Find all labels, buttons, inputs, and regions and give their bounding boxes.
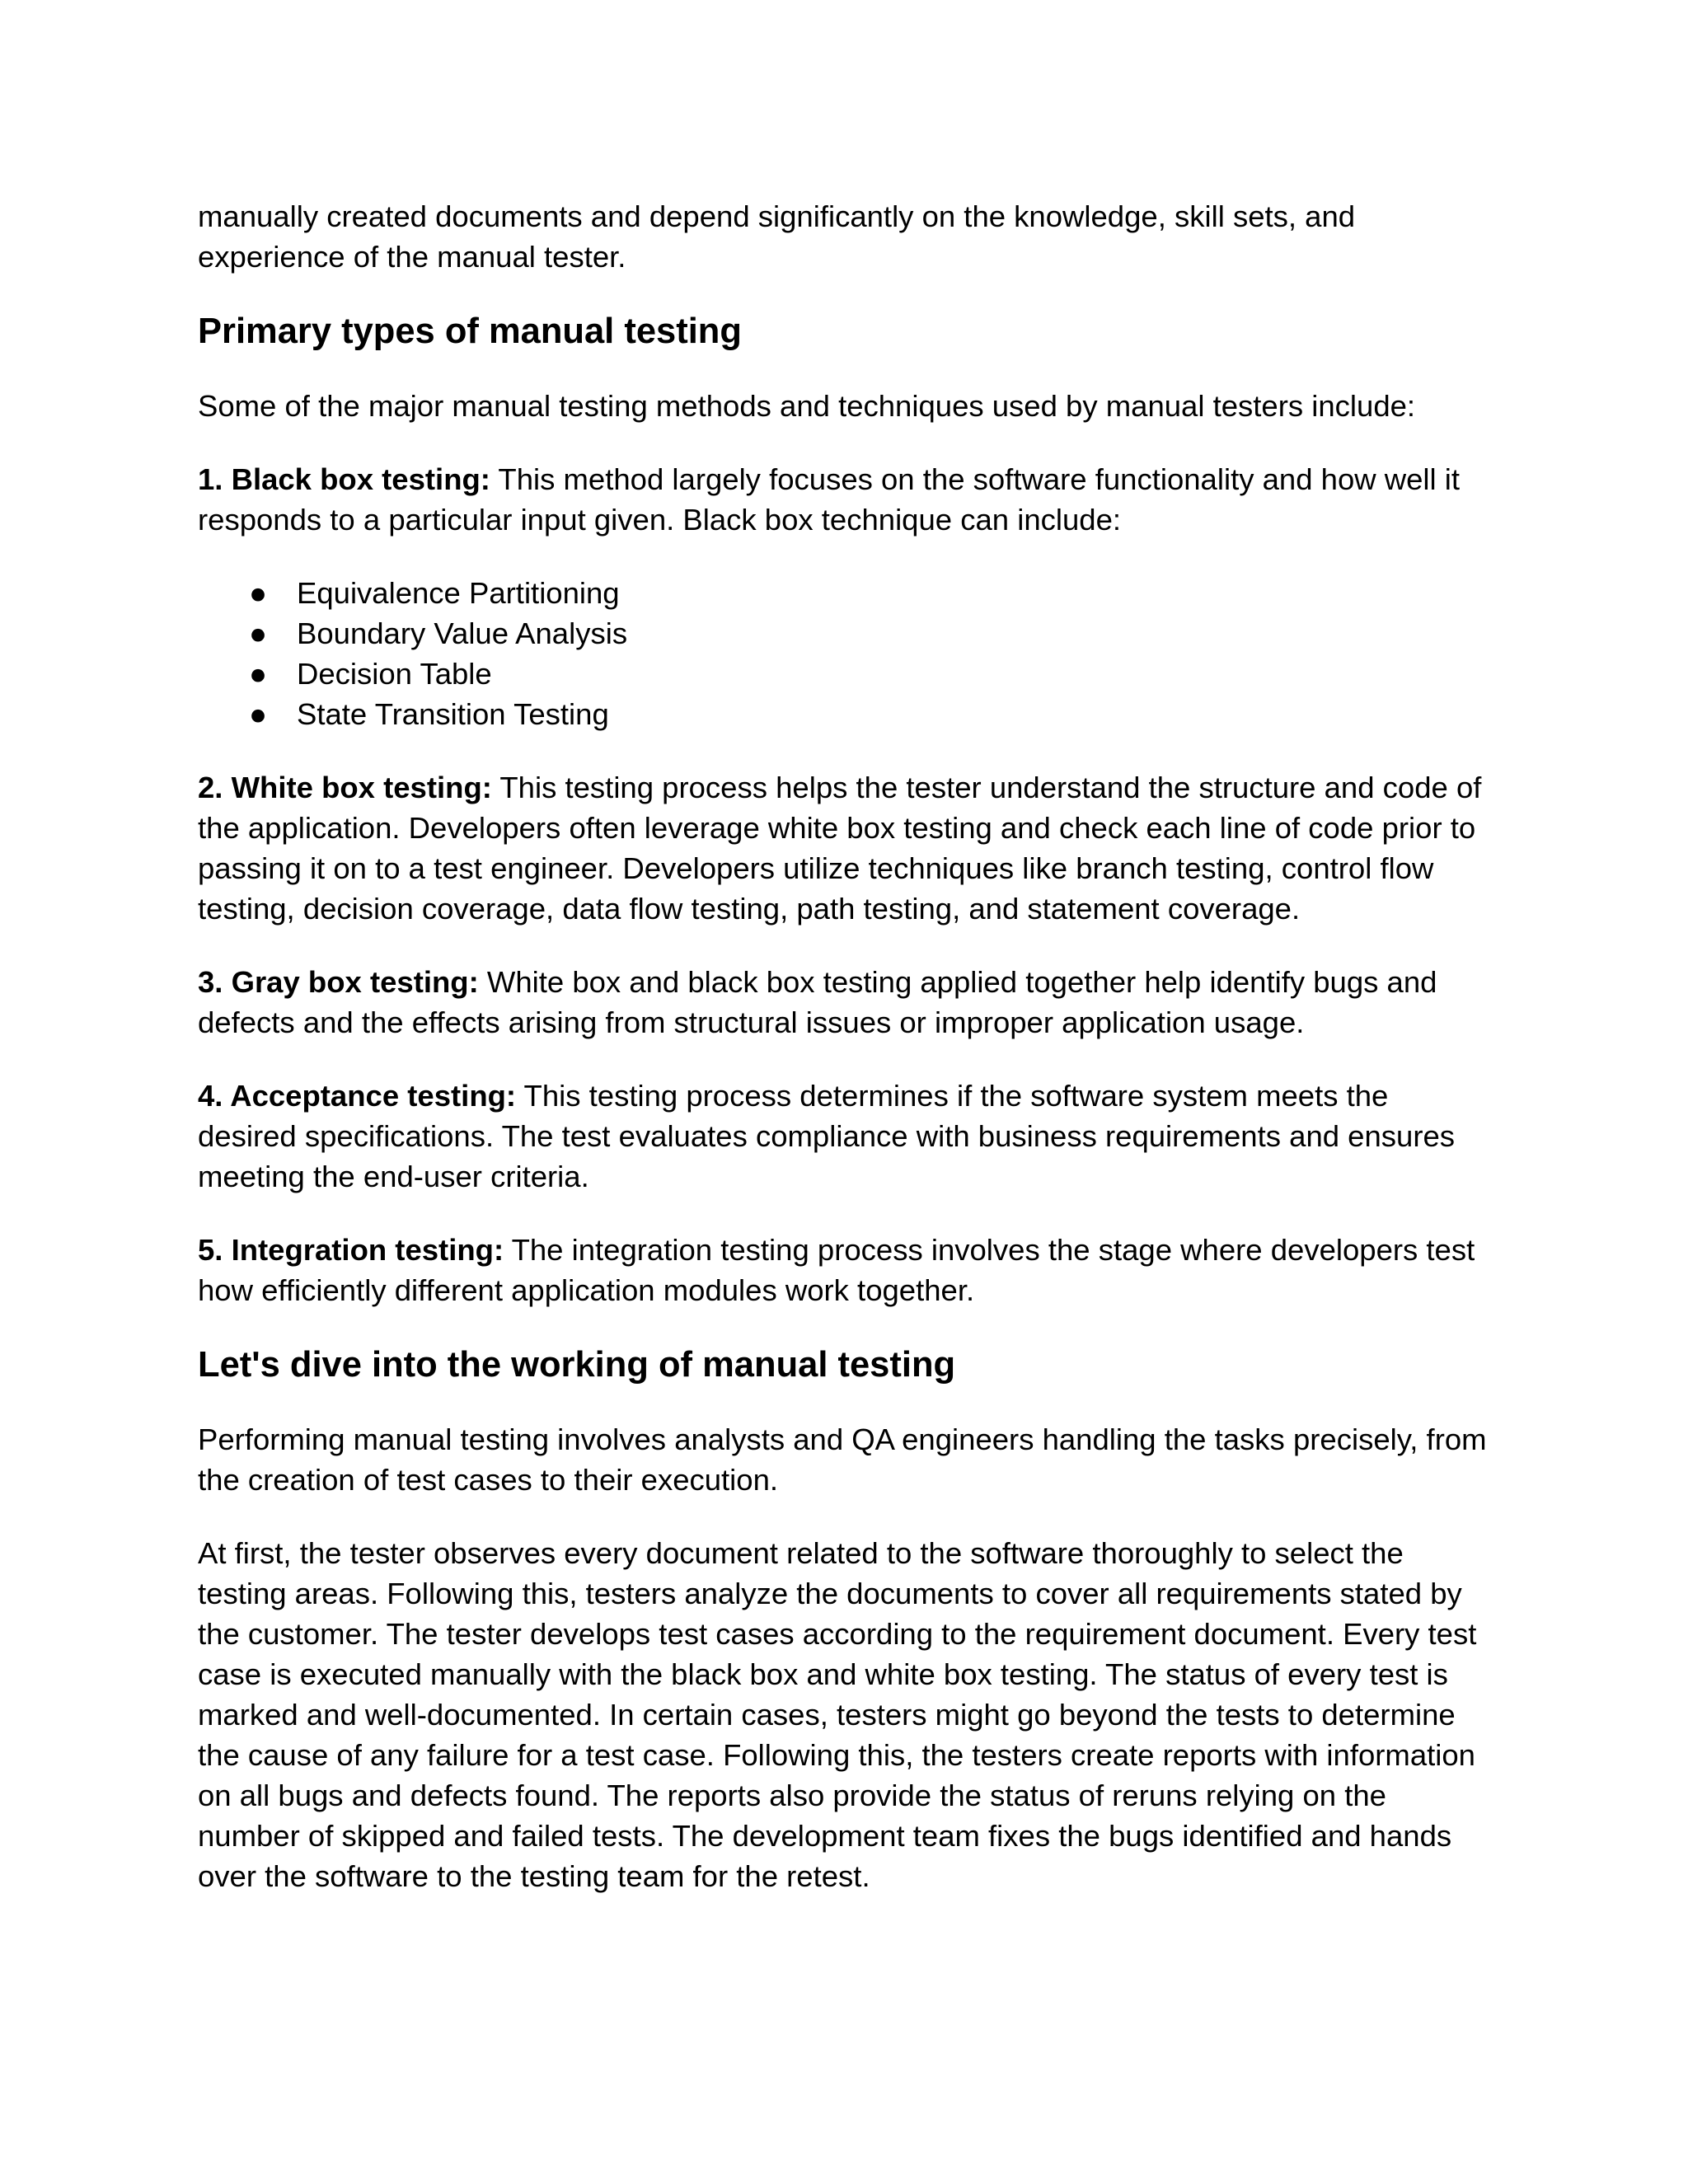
document-page [198,196,1492,1896]
intro-paragraph: manually created documents and depend significantly on the knowledge, skill sets, and experience of the manual tester. [198,199,1356,274]
item-black-box-text: This method largely focuses on the software functionality and how well it responds to a particular input given. Black box technique can include: [198,462,1461,537]
item-integration [198,1230,1492,1310]
item-integration-text: The integration testing process involves the stage where developers test how efficiently different application modules work together. [198,1233,1475,1307]
list-item [198,613,1492,654]
black-box-techniques-list [198,573,1492,734]
item-black-box [198,459,1492,540]
bullet-icon: ● [249,576,268,610]
item-acceptance [198,1076,1492,1197]
item-acceptance-text: This testing process determines if the software system meets the desired specifications. The test evaluates compliance with business requirements and ensures meeting the end-user criteria. [198,1079,1456,1193]
list-item-text: Decision Table [297,657,492,691]
list-item-text: Boundary Value Analysis [297,616,628,650]
list-item [198,694,1492,734]
item-gray-box-label: 3. Gray box testing: [198,965,479,999]
item-black-box-label: 1. Black box testing: [198,462,490,496]
item-white-box-text: This testing process helps the tester understand the structure and code of the application. Developers often leverage white box testing and check each line of code prior to passing it on to a test engineer. Developers utilize techniques like branch testing, control flow testing, decision coverage, data flow testing, path testing, and statement coverage. [198,771,1482,926]
item-integration-label: 5. Integration testing: [198,1233,504,1267]
working-paragraph-1: Performing manual testing involves analysts and QA engineers handling the tasks precisely, from the creation of test cases to their execution. [198,1422,1487,1497]
item-white-box [198,767,1492,929]
bullet-icon: ● [249,657,268,691]
section-heading-working: Let's dive into the working of manual testing [198,1345,956,1385]
item-gray-box-text: White box and black box testing applied together help identify bugs and defects and the effects arising from structural issues or improper application usage. [198,965,1437,1039]
working-paragraph-2: At first, the tester observes every document related to the software thoroughly to select the testing areas. Following this, testers analyze the documents to cover all requirements stated by the customer. The tester develops test cases according to the requirement document. Every test case is executed manually with the black box and white box testing. The status of every test is marked and well-documented. In certain cases, testers might go beyond the tests to determine the cause of any failure for a test case. Following this, the testers create reports with information on all bugs and defects found. The reports also provide the status of reruns relying on the number of skipped and failed tests. The development team fixes the bugs identified and hands over the software to the testing team for the retest. [198,1536,1477,1893]
item-gray-box [198,962,1492,1043]
primary-types-lead: Some of the major manual testing methods and techniques used by manual testers include: [198,389,1416,423]
section-heading-primary-types: Primary types of manual testing [198,312,742,351]
list-item-text: Equivalence Partitioning [297,576,620,610]
item-white-box-label: 2. White box testing: [198,771,492,804]
list-item [198,654,1492,694]
bullet-icon: ● [249,616,268,650]
item-acceptance-label: 4. Acceptance testing: [198,1079,517,1113]
list-item [198,573,1492,613]
bullet-icon: ● [249,697,268,731]
list-item-text: State Transition Testing [297,697,609,731]
